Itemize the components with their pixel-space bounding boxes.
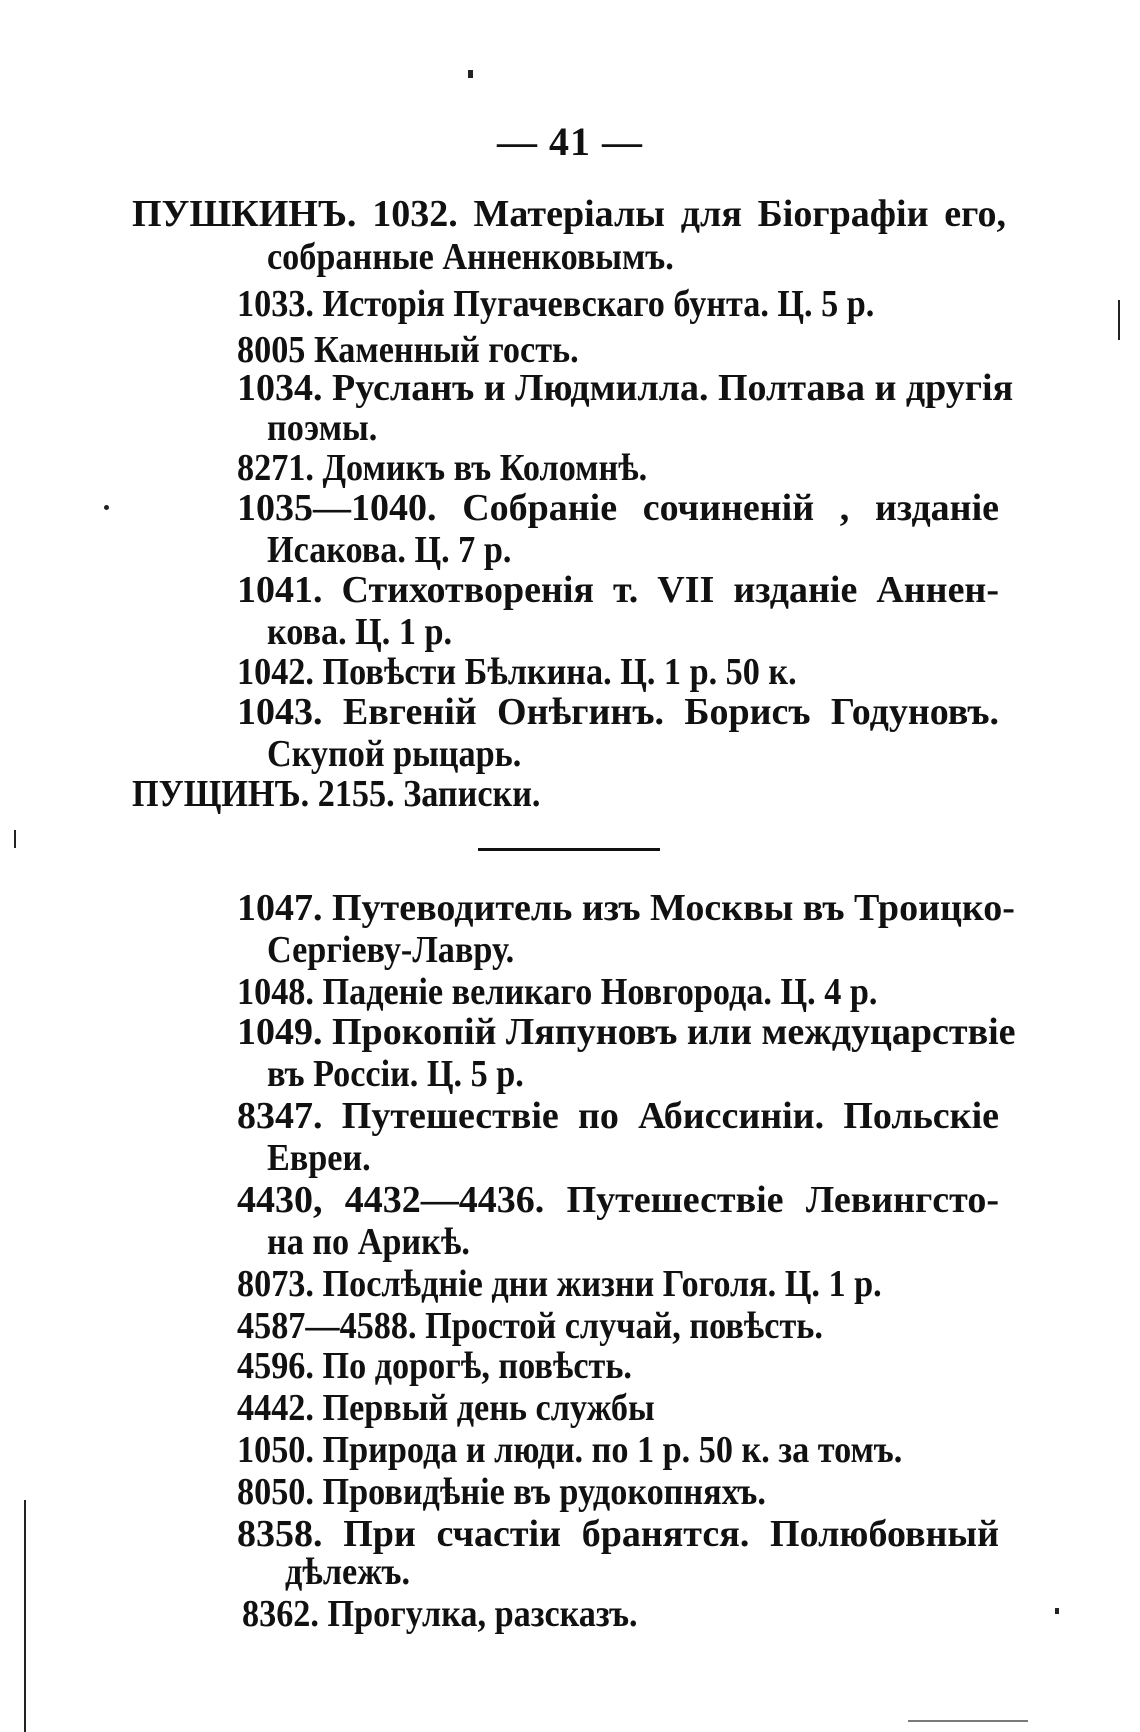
entry-line: 1050. Природа и люди. по 1 р. 50 к. за томъ. xyxy=(237,1429,903,1471)
scan-line xyxy=(24,1500,26,1732)
entry-line: 8362. Прогулка, разсказъ. xyxy=(242,1593,638,1635)
entry-line: Евреи. xyxy=(267,1137,371,1179)
page-number: — 41 — xyxy=(497,119,643,164)
entry-line: 8347. Путешествіе по Абиссиніи. Польскіе xyxy=(237,1095,999,1137)
entry-line: 1047. Путеводитель изъ Москвы въ Троицко- xyxy=(237,887,1015,929)
entry-line: 8005 Каменный гость. xyxy=(237,329,579,371)
entry-line: 1042. Повѣсти Бѣлкина. Ц. 1 р. 50 к. xyxy=(237,651,797,693)
entry-line: Сергіеву-Лавру. xyxy=(267,929,515,971)
entry-line: 1033. Исторія Пугачевскаго бунта. Ц. 5 р. xyxy=(237,283,875,325)
entry-line: 1041. Стихотворенія т. VII изданіе Аннен- xyxy=(237,569,999,611)
entry-line: 1043. Евгеній Онѣгинъ. Борисъ Годуновъ. xyxy=(237,691,999,733)
entry-line: ПУШКИНЪ. 1032. Матеріалы для Біографіи его, xyxy=(132,193,1006,235)
scan-speck xyxy=(1055,1608,1059,1614)
scan-speck xyxy=(1118,300,1120,340)
entry-line: Исакова. Ц. 7 р. xyxy=(267,529,512,571)
entry-line: на по Арикѣ. xyxy=(267,1221,470,1263)
entry-line: кова. Ц. 1 р. xyxy=(267,611,453,653)
scan-line xyxy=(14,830,16,848)
entry-line: 4587—4588. Простой случай, повѣсть. xyxy=(237,1305,823,1347)
entry-line: ПУЩИНЪ. 2155. Записки. xyxy=(132,773,541,815)
entry-line: 8358. При счастіи бранятся. Полюбовный xyxy=(237,1513,999,1555)
entry-line: собранные Анненковымъ. xyxy=(267,236,674,278)
scan-speck xyxy=(104,505,109,510)
entry-line: Скупой рыцарь. xyxy=(267,733,522,775)
entry-line: поэмы. xyxy=(267,407,378,449)
entry-line: 8271. Домикъ въ Коломнѣ. xyxy=(237,447,648,489)
entry-line: 4430, 4432—4436. Путешествіе Левингсто- xyxy=(237,1179,999,1221)
entry-line: 1035—1040. Собраніе сочиненій , изданіе xyxy=(237,487,999,529)
entry-line: 1034. Русланъ и Людмилла. Полтава и другія xyxy=(237,367,1014,409)
entry-line: 1048. Паденіе великаго Новгорода. Ц. 4 р. xyxy=(237,971,878,1013)
entry-line: 8073. Послѣдніе дни жизни Гоголя. Ц. 1 р. xyxy=(237,1263,882,1305)
entry-line: дѣлежъ. xyxy=(285,1551,411,1593)
entry-line: 4442. Первый день службы xyxy=(237,1387,655,1429)
section-divider xyxy=(478,848,660,851)
scan-line xyxy=(908,1720,1028,1722)
entry-line: 4596. По дорогѣ, повѣсть. xyxy=(237,1345,632,1387)
entry-line: 8050. Провидѣніе въ рудокопняхъ. xyxy=(237,1471,766,1513)
entry-line: 1049. Прокопій Ляпуновъ или междуцарствіе xyxy=(237,1011,1016,1053)
scan-speck xyxy=(468,70,473,78)
entry-line: въ Россіи. Ц. 5 р. xyxy=(267,1053,524,1095)
